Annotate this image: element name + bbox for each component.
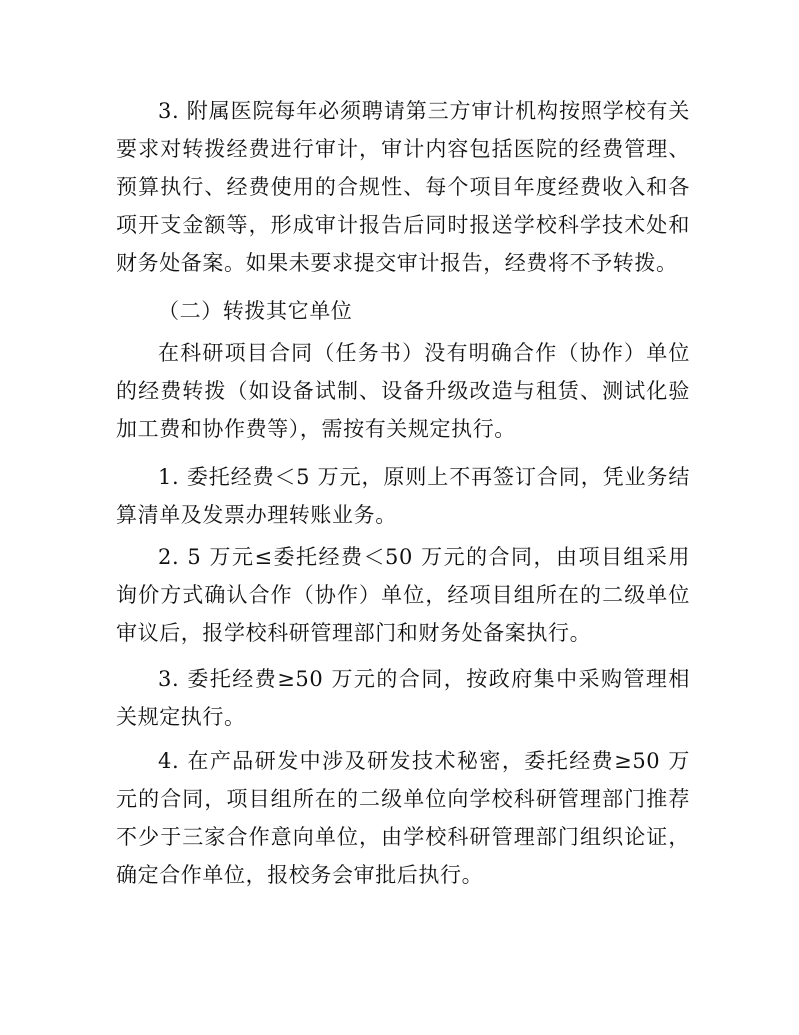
paragraph-over-50-wan: 3. 委托经费≥50 万元的合同，按政府集中采购管理相关规定执行。 [116,667,690,729]
paragraph-transfer-rules: 在科研项目合同（任务书）没有明确合作（协作）单位的经费转拨（如设备试制、设备升级改造与租赁、测试化验加工费和协作费等），需按有关规定执行。 [116,341,690,441]
section-heading-transfer-other-units: （二）转拨其它单位 [158,299,353,323]
paragraph-under-5-wan: 1. 委托经费＜5 万元，原则上不再签订合同，凭业务结算清单及发票办理转账业务。 [116,465,690,527]
paragraph-technical-secret-contracts: 4. 在产品研发中涉及研发技术秘密，委托经费≥50 万元的合同，项目组所在的二级单位向学校科研管理部门推荐不少于三家合作意向单位，由学校科研管理部门组织论证，确定合作单位，报校务会审批后执行。 [116,749,690,887]
paragraph-5-to-50-wan: 2. 5 万元≤委托经费＜50 万元的合同，由项目组采用询价方式确认合作（协作）单位，经项目组所在的二级单位审议后，报学校科研管理部门和财务处备案执行。 [116,545,690,645]
paragraph-hospital-audit: 3. 附属医院每年必须聘请第三方审计机构按照学校有关要求对转拨经费进行审计，审计内容包括医院的经费管理、预算执行、经费使用的合规性、每个项目年度经费收入和各项开支金额等，形成审计报告后同时报送学校科学技术处和财务处备案。如果未要求提交审计报告，经费将不予转拨。 [116,99,690,275]
